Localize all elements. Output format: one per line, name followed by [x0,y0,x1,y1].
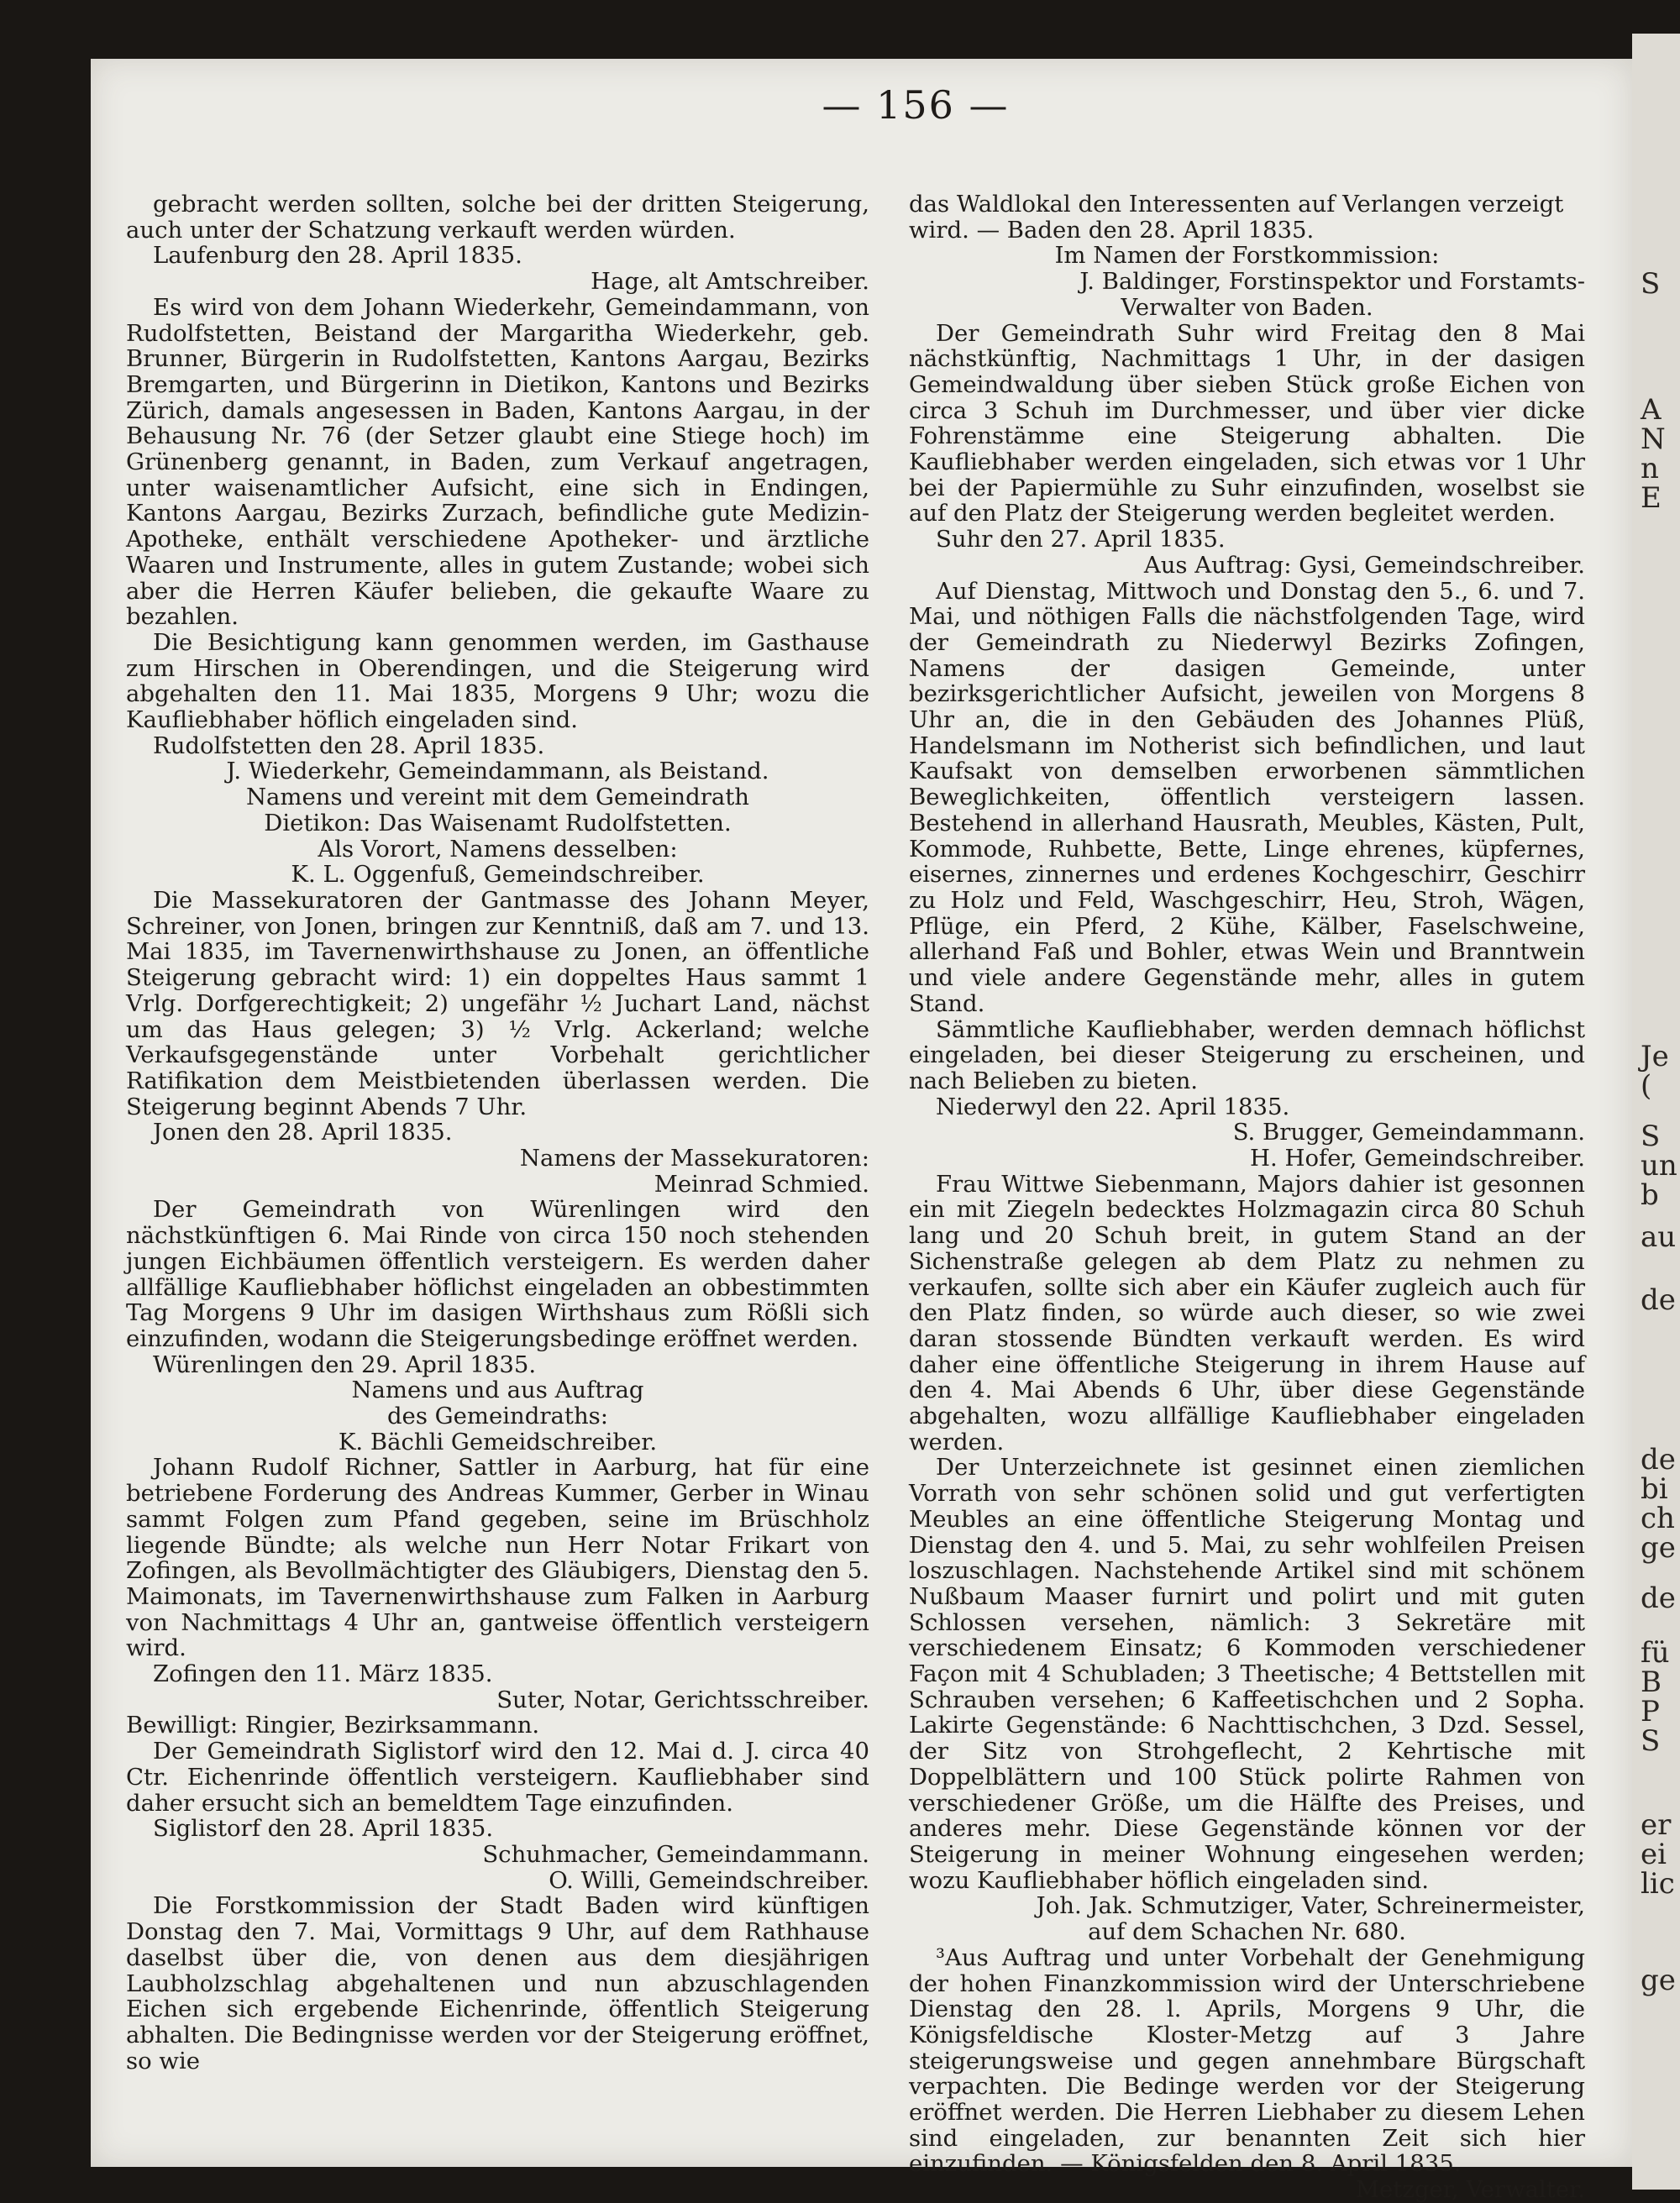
page-number: — 156 — [822,82,1010,128]
left-column-paragraph: J. Wiederkehr, Gemeindammann, als Beistand. [226,758,769,785]
right-column-paragraph: Suhr den 27. April 1835. [936,526,1226,553]
left-column-paragraph: Es wird von dem Johann Wiederkehr, Gemeindammann, von Rudolfstetten, Beistand der Margaritha Wiederkehr, geb. Brunner, Bürgerin in Rudolfstetten, Kantons Aargau, Bezirks Bremgarten, und Bürgerinn in Dietikon, Kantons und Bezirks Zürich, damals angesessen in Baden, Kantons Aargau, in der Behausung Nr. 76 (der Setzer glaubt eine Stiege hoch) im Grünenberg genannt, in Baden, zum Verkauf angetragen, unter waisenamtlicher Aufsicht, eine sich in Endingen, Kantons Aargau, Bezirks Zurzach, befindliche gute Medizin-Apotheke, enthält verschiedene Apotheker- und ärztliche Waaren und Instrumente, alles in gutem Zustande; wobei sich aber die Herren Käufer belieben, die gekaufte Waare zu bezahlen. [126,293,869,631]
left-column-paragraph: Bewilligt: Ringier, Bezirksammann. [126,1712,540,1739]
left-column-paragraph: des Gemeindraths: [386,1403,609,1430]
right-column-paragraph: Metzger, Verwalter. [1355,2176,1585,2203]
next-page-fragment: n [1641,452,1659,485]
next-page-fragment: un [1641,1149,1677,1183]
right-column-paragraph: ³Aus Auftrag und unter Vorbehalt der Genehmigung der hohen Finanzkommission wird der Unterschriebene Dienstag den 28. l. Aprils, Morgens 9 Uhr, die Königsfeldische Kloster-Metzg auf 3 Jahre steigerungsweise und gegen annehmbare Bürgschaft verpachten. Die Bedinge werden vor der Steigerung eröffnet werden. Die Herren Liebhaber zu diesem Lehen sind eingeladen, zur benannten Zeit sich hier einzufinden. — Königsfelden den 8. April 1835. [909,1943,1585,2178]
next-page-fragment: de [1641,1443,1676,1477]
left-column-paragraph: K. Bächli Gemeidschreiber. [338,1428,658,1456]
right-column-paragraph: Sämmtliche Kaufliebhaber, werden demnach höflichst eingeladen, bei dieser Steigerung zu erscheinen, und nach Belieben zu bieten. [909,1015,1585,1094]
right-column-paragraph: Aus Auftrag: Gysi, Gemeindschreiber. [1143,551,1585,579]
left-column-paragraph: Jonen den 28. April 1835. [153,1119,453,1146]
next-page-fragment: er [1641,1808,1672,1842]
left-column-paragraph: Schuhmacher, Gemeindammann. [482,1841,869,1868]
left-column-paragraph: Die Besichtigung kann genommen werden, im Gasthause zum Hirschen in Oberendingen, und die Steigerung wird abgehalten den 11. Mai 1835, Morgens 9 Uhr; wozu die Kaufliebhaber höflich eingeladen sind. [126,628,869,734]
next-page-fragment: bi [1641,1472,1668,1506]
next-page-fragment: S [1641,1724,1661,1758]
next-page-fragment: S [1641,1120,1661,1153]
left-column-paragraph: O. Willi, Gemeindschreiber. [549,1866,869,1894]
next-page-fragment: ge [1641,1964,1676,1997]
next-page-fragment: Je [1641,1040,1669,1073]
left-column-paragraph: Namens der Massekuratoren: [519,1145,869,1172]
left-column-paragraph: Namens und aus Auftrag [351,1377,644,1404]
right-column-paragraph: Auf Dienstag, Mittwoch und Donstag den 5., 6. und 7. Mai, und nöthigen Falls die nächstfolgenden Tage, wird der Gemeindrath zu Niederwyl Bezirks Zofingen, Namens der dasigen Gemeinde, unter bezirksgerichtlicher Aufsicht, jeweilen von Morgens 8 Uhr an, die in den Gebäuden des Johannes Plüß, Handelsmann im Notherist sich befindlichen, und laut Kaufsakt von demselben erworbenen sämmtlichen Beweglichkeiten, öffentlich versteigern lassen. Bestehend in allerhand Hausrath, Meubles, Kästen, Pult, Kommode, Ruhbette, Bette, Linge ehrenes, küpfernes, eisernes, zinnernes und erdenes Kochgeschirr, Geschirr zu Holz und Feld, Waschgeschirr, Heu, Stroh, Wägen, Pflüge, ein Pferd, 2 Kühe, Kälber, Faselschweine, allerhand Faß und Bohler, etwas Wein und Branntwein und viele andere Gegenstände mehr, alles in gutem Stand. [909,577,1585,1017]
next-page-fragment: lic [1641,1867,1675,1901]
right-column-paragraph: Verwalter von Baden. [1121,293,1373,321]
next-page-fragment: b [1641,1178,1659,1212]
next-page-fragment: P [1641,1695,1660,1728]
left-column-paragraph: Siglistorf den 28. April 1835. [153,1815,494,1843]
left-column-paragraph: Der Gemeindrath Siglistorf wird den 12. Mai d. J. circa 40 Ctr. Eichenrinde öffentlich versteigern. Kaufliebhaber sind daher ersucht sich an bemeldtem Tage einzufinden. [126,1738,869,1817]
right-column-paragraph: Niederwyl den 22. April 1835. [936,1093,1290,1120]
left-column-paragraph: gebracht werden sollten, solche bei der dritten Steigerung, auch unter der Schatzung verkauft werden würden. [126,191,869,244]
right-column-paragraph: Joh. Jak. Schmutziger, Vater, Schreinermeister, [1036,1892,1585,1920]
next-page-fragment: E [1641,481,1662,515]
right-column-paragraph: H. Hofer, Gemeindschreiber. [1250,1145,1585,1172]
right-column [909,191,1585,2203]
left-column-paragraph: Rudolfstetten den 28. April 1835. [153,732,545,759]
next-page-fragment: au [1641,1220,1677,1254]
left-column-paragraph: Meinrad Schmied. [654,1170,869,1198]
adjacent-page-edge [1632,34,1680,2190]
left-column-paragraph: Namens und vereint mit dem Gemeindrath [245,784,750,811]
right-column-paragraph: J. Baldinger, Forstinspektor und Forstamts- [1079,268,1585,296]
left-column [126,191,869,2074]
next-page-fragment: N [1641,422,1666,456]
left-column-paragraph: Johann Rudolf Richner, Sattler in Aarburg, hat für eine betriebene Forderung des Andreas Kummer, Gerber in Winau sammt Folgen zum Pfand gegeben, seine im Brüschholz liegende Bündte; als welche nun Herr Notar Frikart von Zofingen, als Bevollmächtigter des Gläubigers, Dienstag den 5. Maimonats, im Tavernenwirthshause zum Falken in Aarburg von Nachmittags 4 Uhr an, gantweise öffentlich versteigern wird. [126,1454,869,1662]
next-page-fragment: S [1641,267,1661,301]
right-column-paragraph: S. Brugger, Gemeindammann. [1232,1119,1585,1146]
left-column-paragraph: Hage, alt Amtschreiber. [591,268,869,296]
next-page-fragment: ge [1641,1531,1676,1565]
right-column-paragraph: Der Unterzeichnete ist gesinnet einen ziemlichen Vorrath von sehr schönen solid und gut verfertigten Meubles an eine öffentliche Steigerung Montag und Dienstag den 4. und 5. Mai, zu sehr wohlfeilen Preisen loszuschlagen. Nachstehende Artikel sind mit schönem Nußbaum Maaser furnirt und polirt und mit guten Schlossen versehen, nämlich: 3 Sekretäre mit verschiedenem Einsatz; 6 Kommoden verschiedener Façon mit 4 Schubladen; 3 Theetische; 4 Bettstellen mit Schrauben versehen; 6 Kaffeetischchen und 2 Sopha. Lakirte Gegenstände: 6 Nachttischchen, 3 Dzd. Sessel, der Sitz von Strohgeflecht, 2 Kehrtische mit Doppelblättern und 100 Stück polirte Rahmen von verschiedener Größe, um die Hälfte des Preises, und anderes mehr. Diese Gegenstände können vor der Steigerung in meiner Wohnung eingesehen werden; wozu Kaufliebhaber höflich eingeladen sind. [909,1454,1585,1894]
next-page-fragment: B [1641,1665,1662,1699]
left-column-paragraph: K. L. Oggenfuß, Gemeindschreiber. [291,861,705,889]
left-column-paragraph: Laufenburg den 28. April 1835. [153,242,522,270]
left-column-paragraph: Die Forstkommission der Stadt Baden wird künftigen Donstag den 7. Mai, Vormittags 9 Uhr, auf dem Rathhause daselbst über die, von denen aus dem diesjährigen Laubholzschlag abgehaltenen und nun abzuschlagenden Eichen sich ergebende Eichenrinde, öffentlich Steigerung abhalten. Die Bedingnisse werden vor der Steigerung eröffnet, so wie [126,1892,869,2074]
left-column-paragraph: Dietikon: Das Waisenamt Rudolfstetten. [264,809,732,837]
right-column-paragraph: Der Gemeindrath Suhr wird Freitag den 8 Mai nächstkünftig, Nachmittags 1 Uhr, in der dasigen Gemeindwaldung über sieben Stück große Eichen von circa 3 Schuh im Durchmesser, und über vier dicke Fohrenstämme eine Steigerung abhalten. Die Kaufliebhaber werden eingeladen, sich etwas vor 1 Uhr bei der Papiermühle zu Suhr einzufinden, woselbst sie auf den Platz der Steigerung werden begleitet werden. [909,319,1585,527]
right-column-paragraph: auf dem Schachen Nr. 680. [1088,1918,1406,1946]
left-column-paragraph: Als Vorort, Namens desselben: [318,835,678,863]
next-page-fragment: fü [1641,1636,1670,1670]
left-column-paragraph: Suter, Notar, Gerichtsschreiber. [496,1686,869,1713]
left-column-paragraph: Die Massekuratoren der Gantmasse des Johann Meyer, Schreiner, von Jonen, bringen zur Kenntniß, daß am 7. und 13. Mai 1835, im Tavernenwirthshause zu Jonen, an öffentliche Steigerung gebracht wird: 1) ein doppeltes Haus sammt 1 Vrlg. Dorfgerechtigkeit; 2) ungefähr ½ Juchart Land, nächst um das Haus gelegen; 3) ½ Vrlg. Ackerland; welche Verkaufsgegenstände unter Vorbehalt gerichtlicher Ratifikation dem Meistbietenden überlassen werden. Die Steigerung beginnt Abends 7 Uhr. [126,886,869,1120]
next-page-fragment: ei [1641,1838,1667,1871]
next-page-fragment: A [1641,393,1662,427]
right-column-paragraph: Im Namen der Forstkommission: [1054,242,1440,270]
left-column-paragraph: Zofingen den 11. März 1835. [153,1660,493,1688]
next-page-fragment: de [1641,1581,1676,1615]
left-column-paragraph: Würenlingen den 29. April 1835. [153,1351,537,1378]
right-column-paragraph: das Waldlokal den Interessenten auf Verlangen verzeigt wird. — Baden den 28. April 1835. [909,191,1564,244]
left-column-paragraph: Der Gemeindrath von Würenlingen wird den nächstkünftigen 6. Mai Rinde von circa 150 noch stehenden jungen Eichbäumen öffentlich versteigern. Es werden daher allfällige Kaufliebhaber höflichst eingeladen an obbestimmten Tag Morgens 9 Uhr im dasigen Wirthshaus zum Rößli sich einzufinden, wodann die Steigerungsbedinge eröffnet werden. [126,1196,869,1352]
next-page-fragment: ch [1641,1502,1675,1535]
next-page-fragment: de [1641,1283,1676,1317]
next-page-fragment: ( [1641,1069,1652,1103]
right-column-paragraph: Frau Wittwe Siebenmann, Majors dahier ist gesonnen ein mit Ziegeln bedecktes Holzmagazin circa 80 Schuh lang und 20 Schuh breit, in gutem Stand an der Sichenstraße gelegen ab dem Platz zu nehmen zu verkaufen, sollte sich aber ein Käufer zugleich auch für den Platz finden, so würde auch dieser, so wie zwei daran stossende Bündten verkauft werden. Es wird daher eine öffentliche Steigerung in ihrem Hause auf den 4. Mai Abends 6 Uhr, über diese Gegenstände abgehalten, wozu allfällige Kaufliebhaber eingeladen werden. [909,1170,1585,1456]
